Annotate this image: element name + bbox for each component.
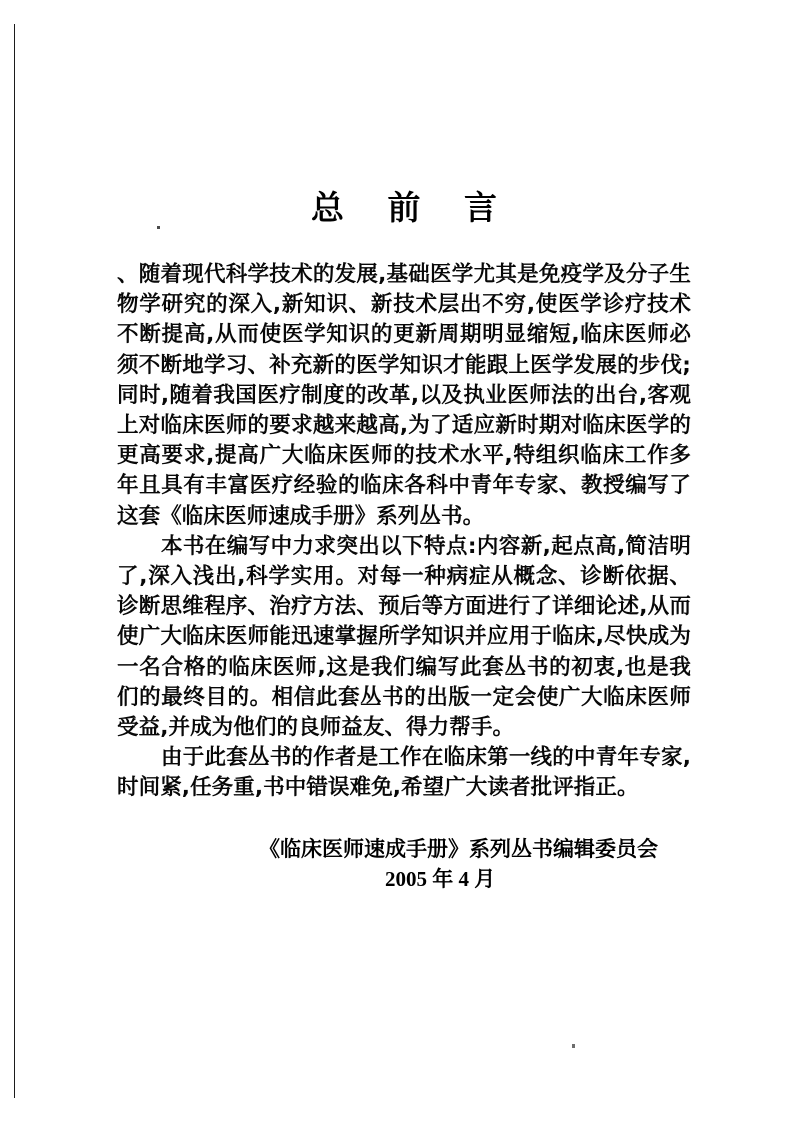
page-title: 总 前 言 xyxy=(311,188,513,227)
signature-block xyxy=(117,834,691,894)
paragraph-2: 本书在编写中力求突出以下特点:内容新,起点高,简洁明了,深入浅出,科学实用。对每一种病症从概念、诊断依据、诊断思维程序、治疗方法、预后等方面进行了详细论述,从而使广大临床医师能迅速掌握所学知识并应用于临床,尽快成为一名合格的临床医师,这是我们编写此套丛书的初衷,也是我们的最终目的。相信此套丛书的出版一定会使广大临床医师受益,并成为他们的良师益友、得力帮手。 xyxy=(117,533,691,741)
paragraph-1: 、随着现代科学技术的发展,基础医学尤其是免疫学及分子生物学研究的深入,新知识、新技术层出不穷,使医学诊疗技术不断提高,从而使医学知识的更新周期明显缩短,临床医师必须不断地学习、补充新的医学知识才能跟上医学发展的步伐;同时,随着我国医疗制度的改革,以及执业医师法的出台,客观上对临床医师的要求越来越高,为了适应新时期对临床医学的更高要求,提高广大临床医师的技术水平,特组织临床工作多年且具有丰富医疗经验的临床各科中青年专家、教授编写了这套《临床医师速成手册》系列丛书。 xyxy=(117,262,691,529)
preface-body xyxy=(117,260,691,804)
signature-committee: 《临床医师速成手册》系列丛书编辑委员会 xyxy=(259,836,658,861)
signature-date: 2005 年 4 月 xyxy=(385,866,496,891)
scan-speck-artifact xyxy=(572,1044,575,1048)
scan-edge-line-artifact xyxy=(14,24,15,1098)
page-content xyxy=(117,186,691,894)
paragraph-3: 由于此套丛书的作者是工作在临床第一线的中青年专家,时间紧,任务重,书中错误难免,希望广大读者批评指正。 xyxy=(117,745,691,801)
